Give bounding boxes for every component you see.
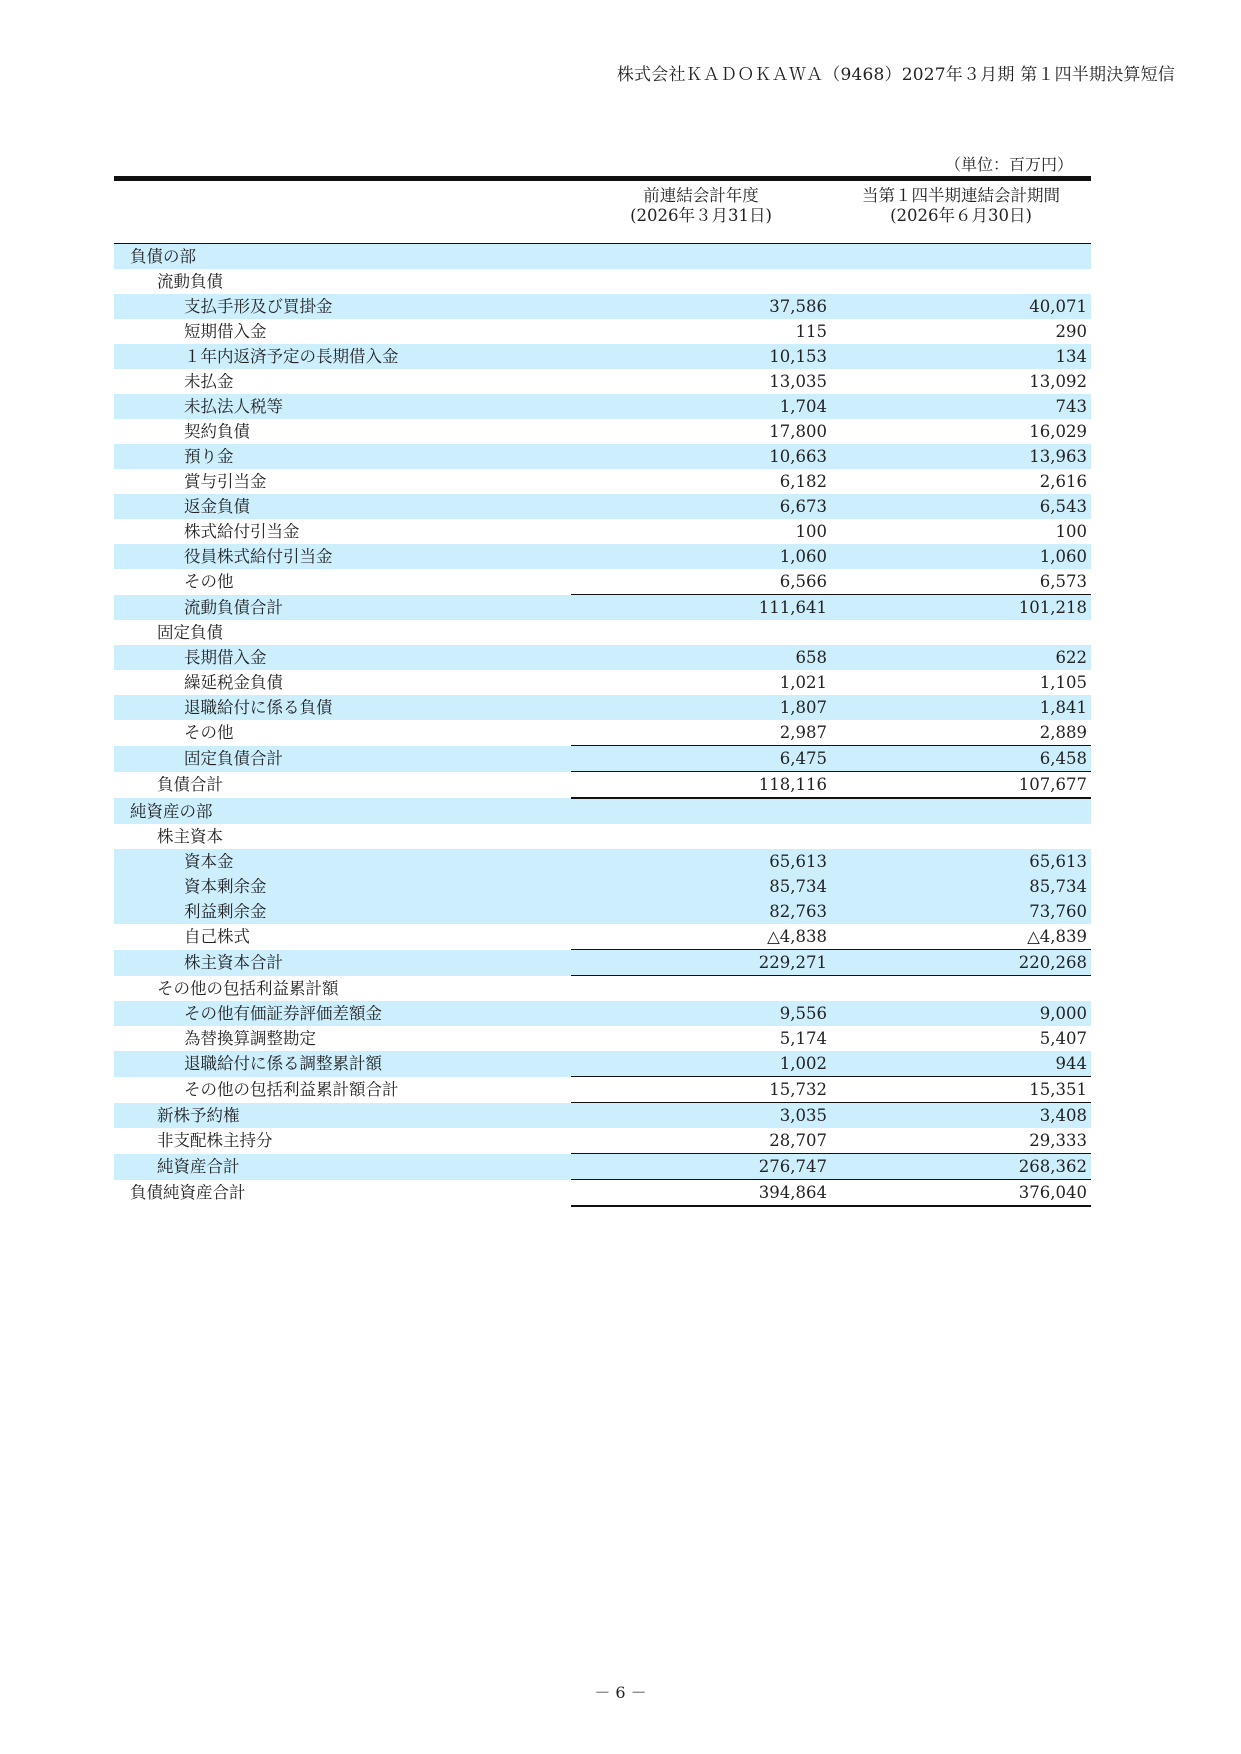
prev-value: 9,556 <box>571 1001 831 1026</box>
curr-value: 40,071 <box>831 294 1091 319</box>
curr-value: 85,734 <box>831 874 1091 899</box>
prev-value: 115 <box>795 322 827 341</box>
row-label: １年内返済予定の長期借入金 <box>114 344 571 369</box>
unit-label: （単位：百万円） <box>945 155 1074 174</box>
row-label: 退職給付に係る調整累計額 <box>114 1051 571 1077</box>
curr-value: 134 <box>831 344 1091 369</box>
row-label: 株式給付引当金 <box>184 522 300 541</box>
row-label: その他の包括利益累計額合計 <box>184 1080 399 1099</box>
row-label: 株主資本合計 <box>114 950 571 976</box>
curr-value: 100 <box>1055 522 1087 541</box>
prev-value: 13,035 <box>769 372 827 391</box>
curr-value: 29,333 <box>1029 1131 1087 1150</box>
row-label: 資本剰余金 <box>114 874 571 899</box>
table-row <box>114 394 1091 419</box>
curr-value <box>831 976 1091 1002</box>
curr-value <box>831 269 1091 294</box>
row-label: 負債合計 <box>157 775 223 795</box>
label-column-header <box>114 179 571 244</box>
row-label: 固定負債 <box>157 623 223 642</box>
curr-value: 743 <box>831 394 1091 419</box>
document-header: 株式会社ＫＡＤＯＫＡＷＡ（9468）2027年３月期 第１四半期決算短信 <box>616 65 1175 85</box>
table-row <box>114 976 1091 1002</box>
table-row <box>114 798 1091 824</box>
prev-value: 10,663 <box>571 444 831 469</box>
prev-value <box>571 976 831 1002</box>
curr-value <box>831 244 1091 270</box>
curr-value: 101,218 <box>831 595 1091 621</box>
row-label: その他 <box>184 572 234 592</box>
curr-value: 107,677 <box>831 772 1091 799</box>
prev-value <box>571 798 831 824</box>
curr-value: 3,408 <box>831 1103 1091 1129</box>
prev-value: 28,707 <box>769 1131 827 1150</box>
table-row <box>114 645 1091 670</box>
row-label: 為替換算調整勘定 <box>184 1029 316 1048</box>
curr-value: △4,839 <box>1027 927 1087 946</box>
curr-value: 622 <box>831 645 1091 670</box>
row-label: 株主資本 <box>157 827 223 846</box>
row-label: 未払金 <box>184 372 234 391</box>
table-row <box>114 569 1091 595</box>
grand-total-row <box>114 1180 1091 1207</box>
prev-value: 17,800 <box>769 422 827 441</box>
prev-value: 111,641 <box>571 595 831 621</box>
curr-value: 1,105 <box>1039 673 1087 692</box>
prev-value: 6,475 <box>571 746 831 772</box>
curr-value: 220,268 <box>831 950 1091 976</box>
table-row <box>114 924 1091 950</box>
prev-value: 6,566 <box>779 572 827 591</box>
row-label: 預り金 <box>114 444 571 469</box>
prev-value: 2,987 <box>779 723 827 742</box>
prev-value <box>571 244 831 270</box>
table-row <box>114 244 1091 270</box>
curr-value: 65,613 <box>831 849 1091 874</box>
table-row <box>114 1051 1091 1077</box>
row-label: 資本金 <box>114 849 571 874</box>
table-row <box>114 319 1091 344</box>
table-row <box>114 695 1091 720</box>
table-row <box>114 1128 1091 1154</box>
row-label: 返金負債 <box>114 494 571 519</box>
curr-period-title: 当第１四半期連結会計期間 <box>862 186 1060 205</box>
row-label: 未払法人税等 <box>114 394 571 419</box>
prev-value: 100 <box>795 522 827 541</box>
prev-value: 82,763 <box>571 899 831 924</box>
curr-value: 6,543 <box>831 494 1091 519</box>
curr-value: 13,092 <box>1029 372 1087 391</box>
table-row <box>114 899 1091 924</box>
table-row <box>114 720 1091 746</box>
curr-value: 376,040 <box>831 1180 1091 1207</box>
curr-value: 2,616 <box>1039 472 1087 491</box>
curr-value <box>831 620 1091 645</box>
prev-value: 3,035 <box>571 1103 831 1129</box>
prev-value: 229,271 <box>571 950 831 976</box>
row-label: 賞与引当金 <box>184 472 267 491</box>
subtotal-row <box>114 595 1091 621</box>
table-row <box>114 369 1091 394</box>
table-row <box>114 469 1091 494</box>
prev-period-header <box>571 179 831 244</box>
row-label: 非支配株主持分 <box>157 1131 273 1151</box>
prev-value: 15,732 <box>571 1077 831 1103</box>
prev-value: △4,838 <box>767 927 827 946</box>
table-row <box>114 419 1091 444</box>
table-row <box>114 294 1091 319</box>
table-row <box>114 849 1091 874</box>
row-label: 自己株式 <box>184 927 250 947</box>
prev-period-date: (2026年３月31日) <box>630 206 772 225</box>
curr-value: 9,000 <box>831 1001 1091 1026</box>
prev-value: 394,864 <box>571 1180 831 1207</box>
row-label: 長期借入金 <box>114 645 571 670</box>
prev-value: 1,807 <box>571 695 831 720</box>
row-label: 負債純資産合計 <box>130 1183 246 1203</box>
table-header-row <box>114 179 1091 244</box>
table-row <box>114 1001 1091 1026</box>
prev-value: 658 <box>571 645 831 670</box>
table-row <box>114 344 1091 369</box>
prev-value <box>571 620 831 645</box>
prev-value: 6,182 <box>779 472 827 491</box>
row-label: 純資産合計 <box>114 1154 571 1180</box>
table-row <box>114 494 1091 519</box>
prev-value: 118,116 <box>571 772 831 799</box>
curr-value: 5,407 <box>1039 1029 1087 1048</box>
row-label: 支払手形及び買掛金 <box>114 294 571 319</box>
prev-value: 1,704 <box>571 394 831 419</box>
prev-value: 1,060 <box>571 544 831 569</box>
prev-period-title: 前連結会計年度 <box>643 186 759 205</box>
prev-value: 5,174 <box>779 1029 827 1048</box>
prev-value: 37,586 <box>571 294 831 319</box>
row-label: 繰延税金負債 <box>184 673 283 692</box>
prev-value: 1,021 <box>779 673 827 692</box>
total-row <box>114 772 1091 799</box>
prev-value: 85,734 <box>571 874 831 899</box>
subtotal-row <box>114 950 1091 976</box>
row-label: 契約負債 <box>184 422 250 441</box>
curr-value: 16,029 <box>1029 422 1087 441</box>
curr-period-header <box>831 179 1091 244</box>
curr-value: 73,760 <box>831 899 1091 924</box>
page-number: － 6 － <box>594 1683 647 1702</box>
prev-value: 10,153 <box>571 344 831 369</box>
row-label: 流動負債 <box>157 272 223 291</box>
subtotal-row <box>114 1077 1091 1103</box>
row-label: 利益剰余金 <box>114 899 571 924</box>
row-label: 役員株式給付引当金 <box>114 544 571 569</box>
table-row <box>114 269 1091 294</box>
curr-value <box>831 824 1091 849</box>
prev-value <box>571 269 831 294</box>
table-row <box>114 519 1091 544</box>
table-row <box>114 620 1091 645</box>
row-label: その他有価証券評価差額金 <box>114 1001 571 1026</box>
curr-value: 2,889 <box>1039 723 1087 742</box>
curr-value: 15,351 <box>831 1077 1091 1103</box>
table-row <box>114 1103 1091 1129</box>
curr-value: 1,060 <box>831 544 1091 569</box>
prev-value <box>571 824 831 849</box>
prev-value: 276,747 <box>571 1154 831 1180</box>
curr-value: 268,362 <box>831 1154 1091 1180</box>
curr-value: 1,841 <box>831 695 1091 720</box>
row-label: 退職給付に係る負債 <box>114 695 571 720</box>
row-label: 純資産の部 <box>114 798 571 824</box>
table-row <box>114 874 1091 899</box>
subtotal-row <box>114 1154 1091 1180</box>
subtotal-row <box>114 746 1091 772</box>
curr-period-date: (2026年６月30日) <box>890 206 1032 225</box>
table-row <box>114 670 1091 695</box>
curr-value: 6,573 <box>1039 572 1087 591</box>
row-label: 負債の部 <box>114 244 571 270</box>
row-label: その他 <box>184 723 234 743</box>
balance-sheet-table <box>114 176 1091 1207</box>
curr-value: 6,458 <box>831 746 1091 772</box>
curr-value <box>831 798 1091 824</box>
table-row <box>114 544 1091 569</box>
row-label: 流動負債合計 <box>114 595 571 621</box>
curr-value: 944 <box>831 1051 1091 1077</box>
curr-value: 290 <box>1055 322 1087 341</box>
curr-value: 13,963 <box>831 444 1091 469</box>
row-label: 固定負債合計 <box>114 746 571 772</box>
table-row <box>114 1026 1091 1051</box>
row-label: 短期借入金 <box>184 322 267 341</box>
table-row <box>114 444 1091 469</box>
prev-value: 65,613 <box>571 849 831 874</box>
row-label: 新株予約権 <box>114 1103 571 1129</box>
prev-value: 6,673 <box>571 494 831 519</box>
row-label: その他の包括利益累計額 <box>157 978 339 998</box>
table-row <box>114 824 1091 849</box>
prev-value: 1,002 <box>571 1051 831 1077</box>
